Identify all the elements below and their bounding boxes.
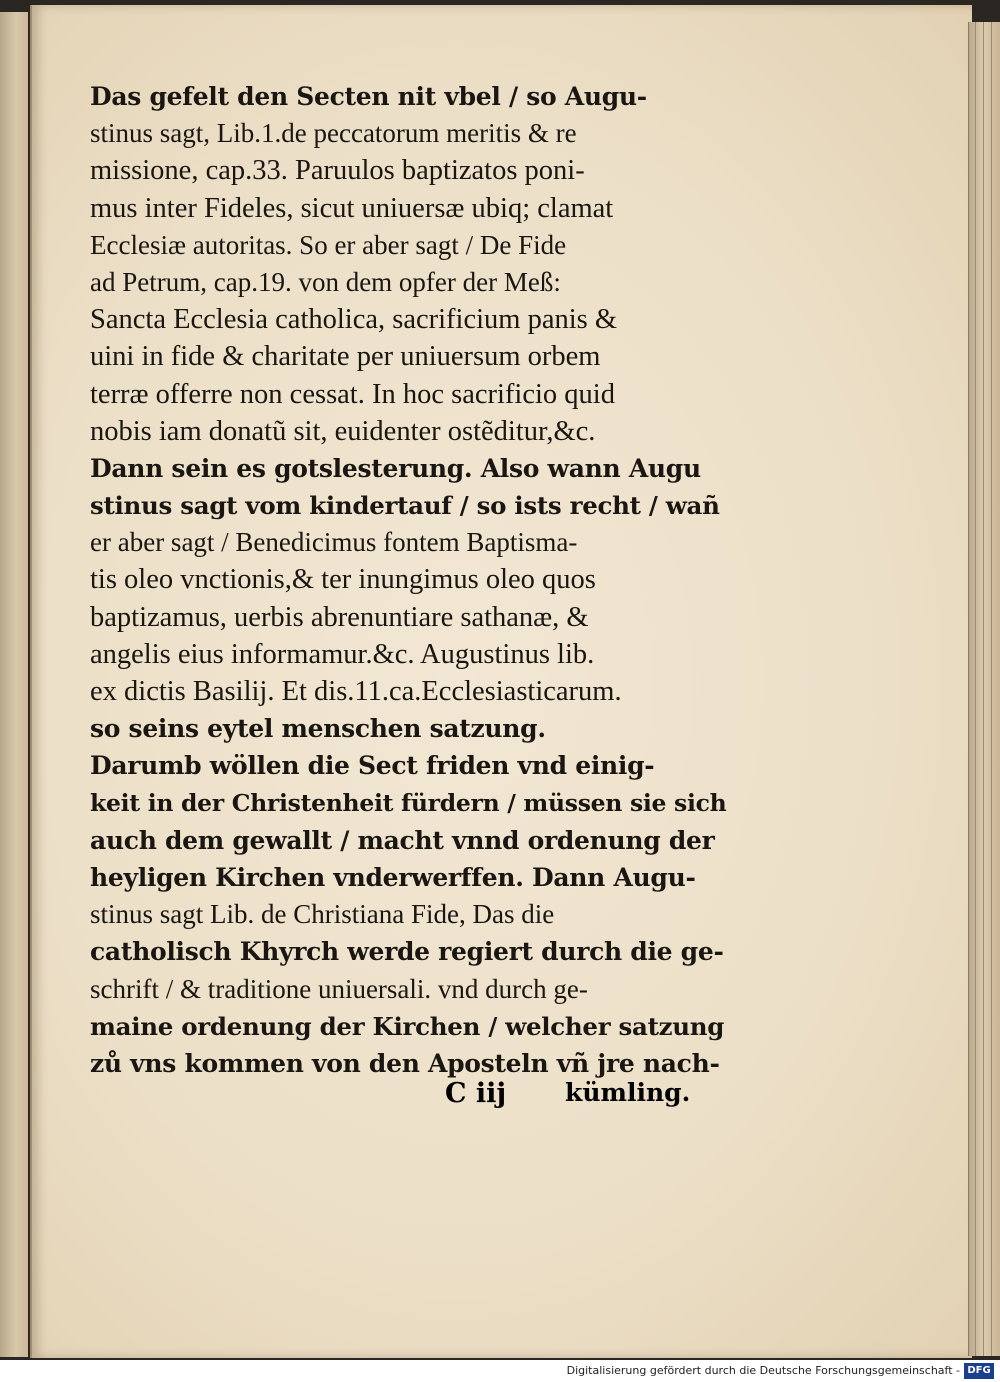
text-line: heyligen Kirchen vnderwerffen. Dann Augu- (90, 862, 696, 892)
text-line: er aber sagt / Benedicimus fontem Baptisma- (90, 527, 578, 558)
text-line: Darumb wöllen die Sect friden vnd einig- (90, 751, 655, 781)
text-line: baptizamus, uerbis abrenuntiare sathanæ, & (90, 601, 589, 633)
text-line: terræ offerre non cessat. In hoc sacrificio quid (90, 378, 615, 410)
text-line: auch dem gewallt / macht vnnd ordenung der (90, 825, 715, 855)
text-line: tis oleo vnctionis,& ter inungimus oleo quos (90, 564, 596, 596)
text-line: missione, cap.33. Paruulos baptizatos poni- (90, 155, 585, 187)
text-line: ad Petrum, cap.19. von dem opfer der Meß: (90, 266, 561, 297)
text-line: mus inter Fideles, sicut uniuersæ ubiq; clamat (90, 192, 614, 224)
text-line: Sancta Ecclesia catholica, sacrificium panis & (90, 304, 618, 336)
text-line: catholisch Khyrch werde regiert durch die ge- (90, 937, 724, 967)
signature-mark: C iij (445, 1078, 507, 1109)
left-page-edge (0, 12, 28, 1357)
text-line: keit in der Christenheit fürdern / müssen sie sich (90, 788, 727, 817)
text-line: Ecclesiæ autoritas. So er aber sagt / De Fide (90, 229, 567, 260)
right-page-edge (968, 22, 1000, 1356)
text-line: Dann sein es gotslesterung. Also wann Augu (90, 453, 701, 483)
text-line: zů vns kommen von den Aposteln vñ jre nach- (90, 1048, 720, 1078)
dfg-logo: DFG (964, 1363, 994, 1379)
text-line: ex dictis Basilij. Et dis.11.ca.Ecclesiasticarum. (90, 676, 622, 707)
text-line: uini in fide & charitate per uniuersum orbem (90, 341, 601, 373)
page-text (90, 78, 725, 1082)
text-line: stinus sagt, Lib.1.de peccatorum meritis & re (90, 118, 577, 149)
text-line: schrift / & traditione uniuersali. vnd durch ge- (90, 973, 588, 1004)
text-line: stinus sagt vom kindertauf / so ists recht / wañ (90, 491, 720, 521)
text-line: nobis iam donatũ sit, euidenter ostẽditur,&c. (90, 415, 596, 447)
funding-credit: Digitalisierung gefördert durch die Deutsche Forschungsgemeinschaft - (566, 1364, 960, 1377)
text-line: stinus sagt Lib. de Christiana Fide, Das die (90, 899, 555, 930)
text-line: Das gefelt den Secten nit vbel / so Augu- (90, 82, 647, 111)
footer (0, 1362, 1000, 1382)
text-line: so seins eytel menschen satzung. (90, 714, 546, 744)
catchword: kümling. (565, 1078, 691, 1107)
text-line: angelis eius informamur.&c. Augustinus lib. (90, 638, 595, 670)
text-line: maine ordenung der Kirchen / welcher satzung (90, 1011, 725, 1041)
